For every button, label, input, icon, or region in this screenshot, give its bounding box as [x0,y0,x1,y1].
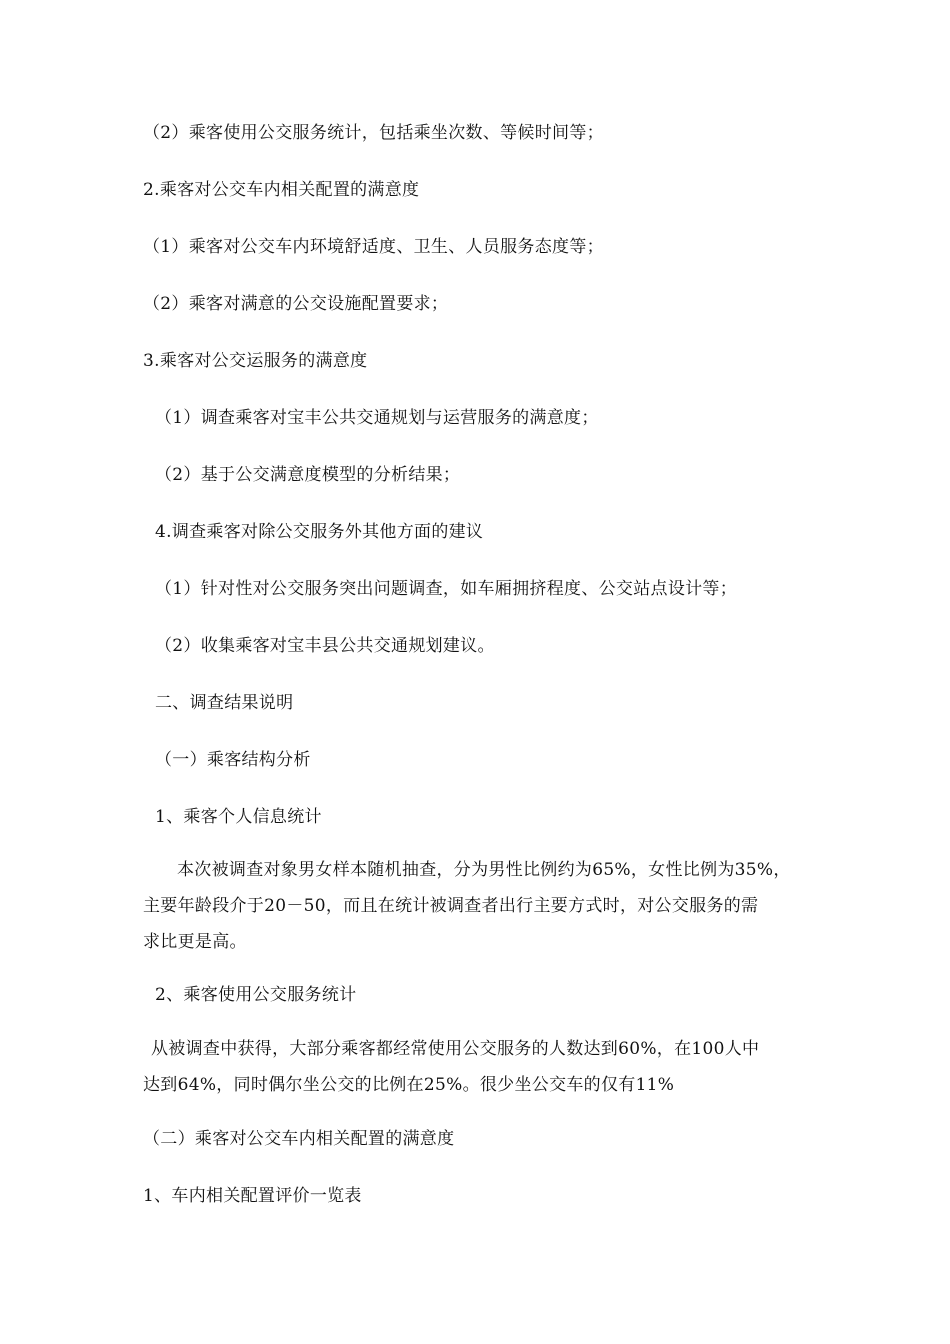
chapter-heading-results: 二、调查结果说明 [155,693,294,713]
subheading-config-table: 1、车内相关配置评价一览表 [143,1186,362,1206]
paragraph-line: 求比更是高。 [143,932,247,952]
paragraph-personal-info [143,852,813,960]
paragraph-line: 达到64%，同时偶尔坐公交的比例在25%。很少坐公交车的仅有11% [143,1075,675,1095]
paragraph-line: 主要年龄段介于20－50，而且在统计被调查者出行主要方式时，对公交服务的需 [143,896,759,916]
section-heading-4: 4.调查乘客对除公交服务外其他方面的建议 [155,522,484,542]
paragraph-usage-stats [143,1031,813,1103]
section-heading-2: 2.乘客对公交车内相关配置的满意度 [143,180,420,200]
paragraph-line: 从被调查中获得，大部分乘客都经常使用公交服务的人数达到60%，在100人中 [151,1039,760,1059]
section-heading-3: 3.乘客对公交运服务的满意度 [143,351,368,371]
subheading-personal-info: 1、乘客个人信息统计 [155,807,322,827]
paragraph-line: 本次被调查对象男女样本随机抽查，分为男性比例约为65%，女性比例为35%， [177,860,791,880]
item-planning-satisfaction: （1）调查乘客对宝丰公共交通规划与运营服务的满意度； [155,408,599,428]
item-prominent-issues: （1）针对性对公交服务突出问题调查，如车厢拥挤程度、公交站点设计等； [155,579,738,599]
subheading-usage-stats: 2、乘客使用公交服务统计 [155,985,357,1005]
item-facility-requirements: （2）乘客对满意的公交设施配置要求； [143,294,449,314]
item-environment-comfort: （1）乘客对公交车内环境舒适度、卫生、人员服务态度等； [143,237,604,257]
subsection-heading-config: （二）乘客对公交车内相关配置的满意度 [143,1129,455,1149]
item-collect-suggestions: （2）收集乘客对宝丰县公共交通规划建议。 [155,636,495,656]
item-model-analysis: （2）基于公交满意度模型的分析结果； [155,465,461,485]
subsection-heading-structure: （一）乘客结构分析 [155,750,311,770]
item-usage-stats: （2）乘客使用公交服务统计，包括乘坐次数、等候时间等； [143,123,604,143]
